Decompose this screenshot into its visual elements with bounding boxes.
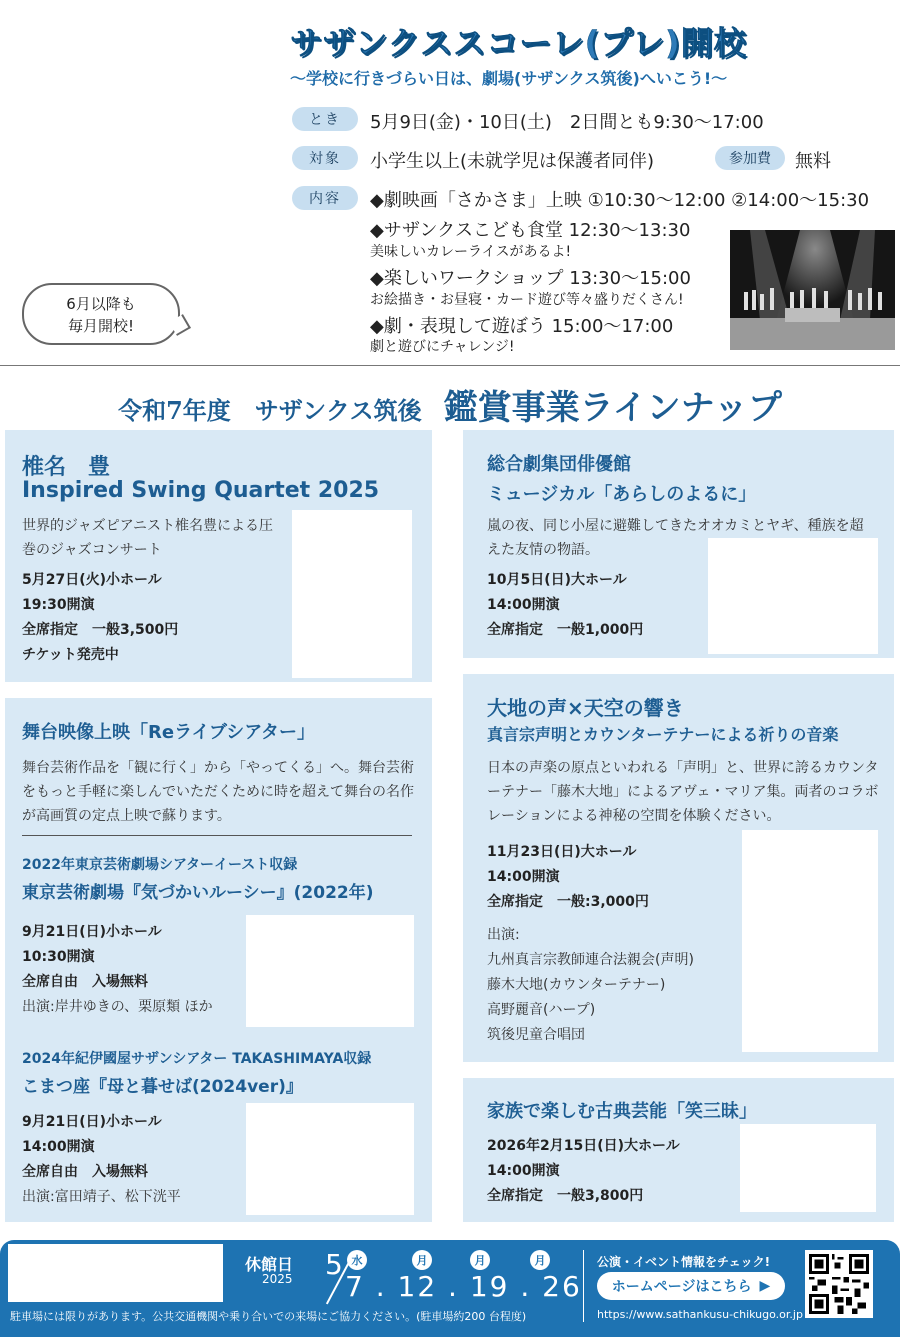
homepage-button[interactable] [597, 1272, 785, 1300]
kyogen-time: 14:00開演 [487, 1163, 560, 1179]
shomyo-seat: 全席指定 一般:3,000円 [487, 894, 649, 910]
lineup-title-big: 鑑賞事業ラインナップ [443, 388, 782, 428]
footer-logo-area [8, 1244, 223, 1302]
website-url[interactable]: https://www.sathankusu-chikugo.or.jp [597, 1308, 803, 1321]
haiyukan-time: 14:00開演 [487, 597, 560, 613]
shomyo-title-2: 真言宗声明とカウンターテナーによる祈りの音楽 [487, 725, 839, 744]
shomyo-title-1: 大地の声×天空の響き [487, 696, 684, 720]
kyogen-seat: 全席指定 一般3,800円 [487, 1188, 644, 1204]
relive-rule [22, 835, 412, 836]
shiina-time: 19:30開演 [22, 597, 95, 613]
relive-p1-heading: 2022年東京芸術劇場シアターイースト収録 [22, 857, 298, 873]
content-note-4: 劇と遊びにチャレンジ! [370, 339, 515, 355]
shomyo-date: 11月23日(日)大ホール [487, 844, 637, 860]
fee-value: 無料 [795, 151, 831, 172]
parking-notice: 駐車場には限りがあります。公共交通機関や乗り合いでの来場にご協力ください。(駐車場約200 台程度) [10, 1310, 527, 1323]
monthly-bubble [22, 283, 180, 345]
footer-divider [583, 1250, 584, 1322]
section-divider [0, 365, 900, 366]
relive-p2-cast: 出演:富田靖子、松下洸平 [22, 1189, 181, 1205]
relive-p1-cast: 出演:岸井ゆきの、栗原類 ほか [22, 999, 213, 1015]
content-item-1: ◆劇映画「さかさま」上映 ①10:30〜12:00 ②14:00〜15:30 [370, 190, 870, 211]
school-title: サザンクススコーレ(プレ)開校 [290, 24, 747, 62]
shiina-seat: 全席指定 一般3,500円 [22, 622, 179, 638]
kyogen-title: 家族で楽しむ古典芸能「笑三昧」 [487, 1101, 757, 1122]
shiina-status: チケット発売中 [22, 647, 119, 663]
haiyukan-date: 10月5日(日)大ホール [487, 572, 627, 588]
relive-desc: 舞台芸術作品を「観に行く」から「やってくる」へ。舞台芸術をもっと手軽に楽しんでいただくために時を超えて舞台の名作が高画質の定点上映で蘇ります。 [22, 760, 414, 824]
content-item-4: ◆劇・表現して遊ぼう 15:00〜17:00 [370, 316, 674, 337]
shiina-image [292, 510, 412, 678]
relive-p1-image [246, 915, 414, 1027]
closed-days-year: 2025 [262, 1272, 293, 1286]
relive-p2-image [246, 1103, 414, 1215]
lineup-title [0, 380, 900, 429]
shomyo-cast-4: 筑後児童合唱団 [487, 1027, 585, 1043]
qr-code-icon[interactable] [805, 1250, 873, 1318]
content-note-3: お絵描き・お昼寝・カード遊び等々盛りだくさん! [370, 292, 684, 308]
content-item-2: ◆サザンクスこども食堂 12:30〜13:30 [370, 220, 691, 241]
stage-photo [730, 230, 895, 350]
target-value: 小学生以上(未就学児は保護者同伴) [370, 151, 655, 172]
closed-dates: 7 . 12 . 19 . 26 [345, 1270, 582, 1303]
haiyukan-desc: 嵐の夜、同じ小屋に避難してきたオオカミとヤギ、種族を超えた友情の物語。 [487, 518, 864, 558]
day-badge-2: 月 [412, 1250, 432, 1270]
when-pill: とき [292, 107, 358, 131]
content-item-3: ◆楽しいワークショップ 13:30〜15:00 [370, 268, 691, 289]
shomyo-cast-3: 高野麗音(ハープ) [487, 1002, 596, 1018]
kyogen-date: 2026年2月15日(日)大ホール [487, 1138, 680, 1154]
shomyo-cast-2: 藤木大地(カウンターテナー) [487, 977, 666, 993]
shomyo-cast-label: 出演: [487, 927, 520, 943]
shiina-title-1: 椎名 豊 [22, 455, 111, 480]
shomyo-time: 14:00開演 [487, 869, 560, 885]
check-info-text: 公演・イベント情報をチェック! [597, 1255, 771, 1269]
relive-p2-seat: 全席自由 入場無料 [22, 1164, 148, 1180]
relive-p1-time: 10:30開演 [22, 949, 95, 965]
relive-p2-heading: 2024年紀伊國屋サザンシアター TAKASHIMAYA収録 [22, 1051, 372, 1067]
bubble-line-1: 6月以降も [66, 295, 136, 313]
haiyukan-image [708, 538, 878, 654]
shiina-title-2: Inspired Swing Quartet 2025 [22, 478, 380, 503]
haiyukan-title-2: ミュージカル「あらしのよるに」 [487, 484, 757, 505]
relive-p2-title: こまつ座『母と暮せば(2024ver)』 [22, 1077, 303, 1097]
play-arrow-icon: ▶ [759, 1278, 771, 1294]
shiina-date: 5月27日(火)小ホール [22, 572, 162, 588]
kyogen-image [740, 1124, 876, 1212]
day-badge-4: 月 [530, 1250, 550, 1270]
closed-days-label: 休館日 [245, 1255, 294, 1274]
day-badge-3: 月 [470, 1250, 490, 1270]
shomyo-desc: 日本の声楽の原点といわれる「声明」と、世界に誇るカウンターテナー「藤木大地」によるアヴェ・マリア集。両者のコラボレーションによる神秘の空間を体験ください。 [487, 760, 879, 824]
when-value: 5月9日(金)・10日(土) 2日間とも9:30〜17:00 [370, 112, 764, 133]
relive-title: 舞台映像上映「Reライブシアター」 [22, 722, 316, 743]
fee-pill: 参加費 [715, 146, 785, 170]
content-note-2: 美味しいカレーライスがあるよ! [370, 244, 572, 260]
lineup-title-small: 令和7年度 サザンクス筑後 [118, 396, 422, 425]
content-pill: 内容 [292, 186, 358, 210]
haiyukan-title-1: 総合劇集団俳優館 [487, 454, 631, 475]
day-badge-1: 水 [347, 1250, 367, 1270]
relive-p2-time: 14:00開演 [22, 1139, 95, 1155]
shomyo-cast-1: 九州真言宗教師連合法親会(声明) [487, 952, 694, 968]
target-pill: 対象 [292, 146, 358, 170]
bubble-line-2: 毎月開校! [67, 317, 134, 335]
haiyukan-seat: 全席指定 一般1,000円 [487, 622, 644, 638]
relive-p1-seat: 全席自由 入場無料 [22, 974, 148, 990]
homepage-button-label: ホームページはこちら [611, 1279, 752, 1295]
relive-p1-title: 東京芸術劇場『気づかいルーシー』(2022年) [22, 883, 374, 903]
closed-month: 5 [325, 1248, 343, 1281]
school-subtitle: 〜学校に行きづらい日は、劇場(サザンクス筑後)へいこう!〜 [290, 69, 728, 88]
shomyo-image [742, 830, 878, 1052]
relive-p1-date: 9月21日(日)小ホール [22, 924, 162, 940]
relive-p2-date: 9月21日(日)小ホール [22, 1114, 162, 1130]
shiina-desc: 世界的ジャズピアニスト椎名豊による圧巻のジャズコンサート [22, 518, 274, 558]
